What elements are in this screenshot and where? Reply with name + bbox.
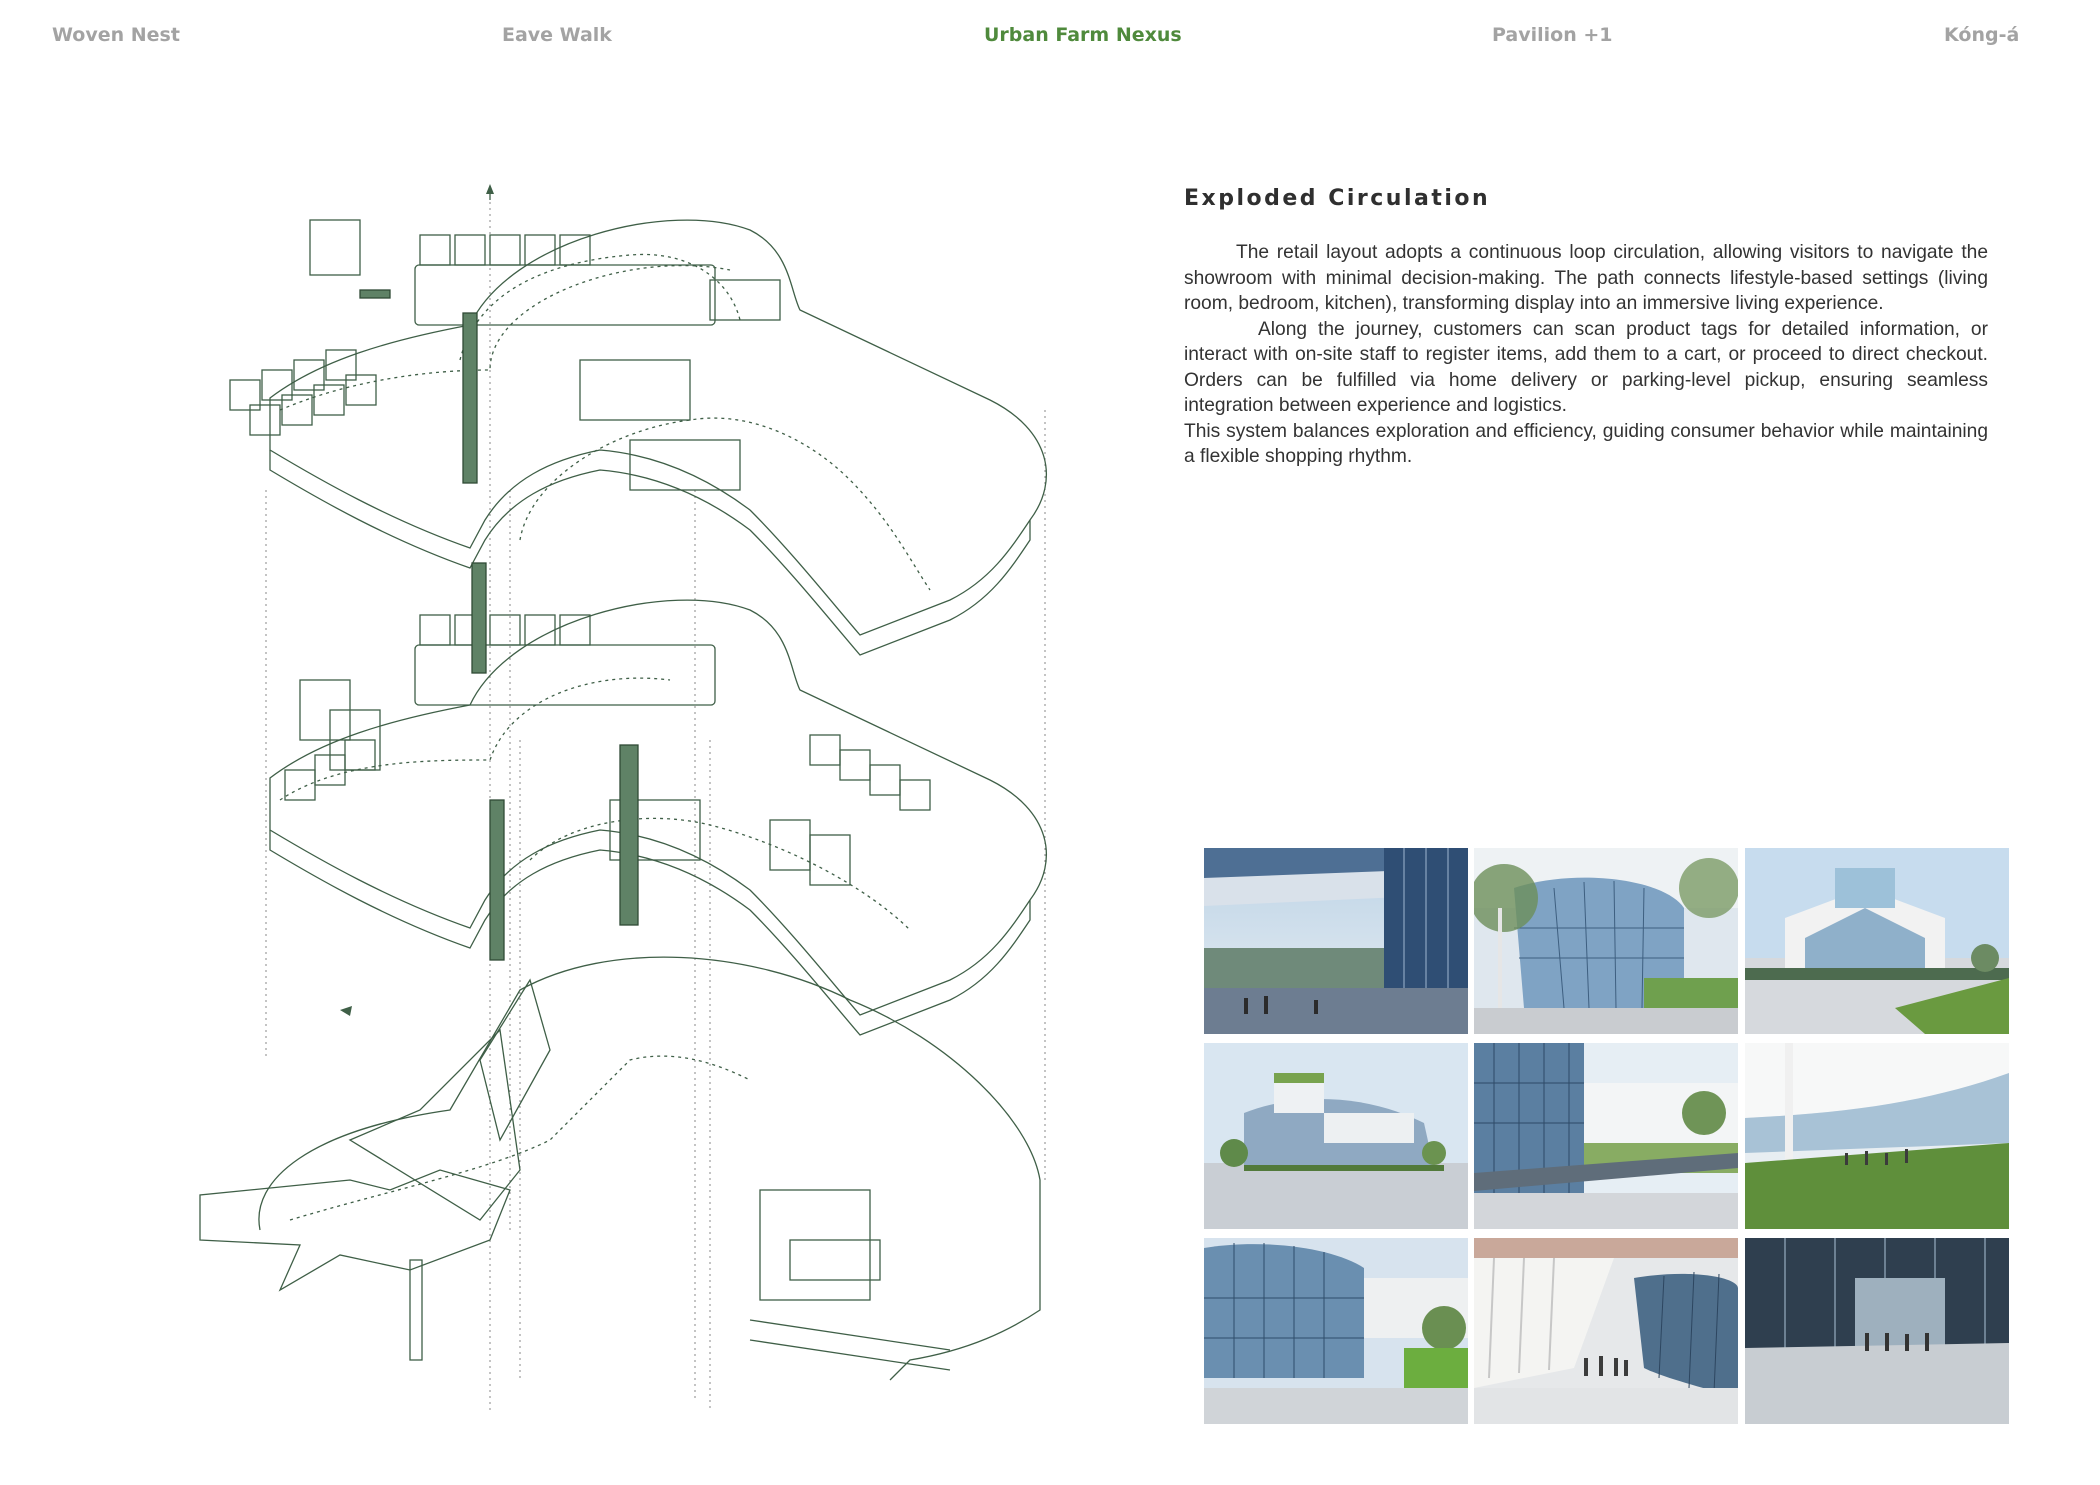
paragraph-2: Along the journey, customers can scan product tags for detailed information, or interact with on-site staff to register items, add them to a cart, or proceed to direct checkout. Orders can be fulfilled via home delivery or parking-level pickup, ensuring seamless integration between experience and logistics. — [1184, 318, 1988, 416]
nav-item-urban-farm-nexus[interactable]: Urban Farm Nexus — [984, 24, 1182, 46]
nav-item-pavilion-plus-one[interactable]: Pavilion +1 — [1492, 24, 1613, 46]
render-curved-facade-trees[interactable] — [1474, 848, 1738, 1034]
middle-floor-plate — [270, 563, 1046, 1035]
render-walkway-pedestrians[interactable] — [1474, 1238, 1738, 1424]
render-entrance-interior[interactable] — [1745, 1238, 2009, 1424]
render-gallery — [1204, 848, 2010, 1424]
render-glass-canopy-plaza[interactable] — [1204, 848, 1468, 1034]
render-curved-glazing-bridge[interactable] — [1474, 1043, 1738, 1229]
section-title: Exploded Circulation — [1184, 186, 1491, 211]
render-terraced-building-lawn[interactable] — [1745, 848, 2009, 1034]
render-glass-facade-green-box[interactable] — [1204, 1238, 1468, 1424]
body-text — [1184, 240, 1988, 470]
nav-item-woven-nest[interactable]: Woven Nest — [52, 24, 180, 46]
paragraph-3: This system balances exploration and efficiency, guiding consumer behavior while maintaining a flexible shopping rhythm. — [1184, 420, 1988, 467]
exploded-axonometric-diagram — [190, 180, 1070, 1430]
paragraph-1: The retail layout adopts a continuous loop circulation, allowing visitors to navigate the showroom with minimal decision-making. The path connects lifestyle-based settings (living room, bedroom, kitchen), transforming display into an immersive living experience. — [1184, 242, 1988, 314]
nav-item-kong-a[interactable]: Kóng-á — [1944, 24, 2020, 46]
render-rooftop-farm-wide[interactable] — [1204, 1043, 1468, 1229]
nav-item-eave-walk[interactable]: Eave Walk — [502, 24, 612, 46]
ground-floor-plate — [200, 957, 1040, 1380]
render-canopy-lawn-crowd[interactable] — [1745, 1043, 2009, 1229]
top-navigation — [0, 24, 2100, 52]
upper-floor-plate — [230, 220, 1046, 655]
